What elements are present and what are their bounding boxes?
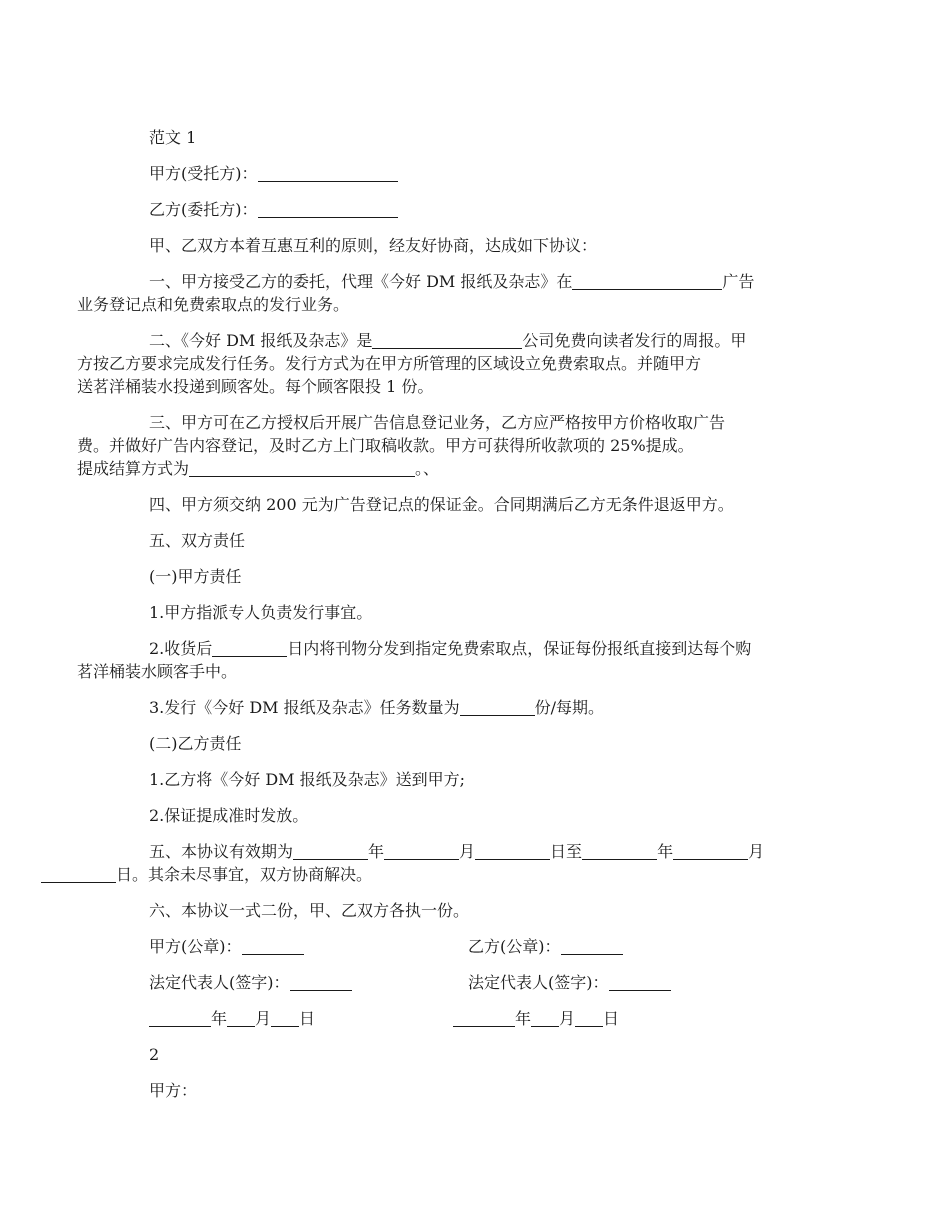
party-b-representative: 法定代表人(签字)： <box>468 971 671 994</box>
blank-line <box>609 973 671 991</box>
party-a-duty-2: 2.收货后 日内将刊物分发到指定免费索取点，保证每份报纸直接到达每个购 茗洋桶装水顾客手中。 <box>77 639 752 681</box>
blank-line <box>149 1009 211 1027</box>
blank-line <box>271 1009 299 1027</box>
party-a-line: 甲方(受托方)： <box>113 162 827 185</box>
clause-4: 四、甲方须交纳 200 元为广告登记点的保证金。合同期满后乙方无条件退返甲方。 <box>149 495 734 514</box>
blank-line <box>290 973 352 991</box>
date-row <box>113 1007 827 1030</box>
section-2-heading: 2 <box>149 1045 160 1064</box>
party-b-duty-2: 2.保证提成准时发放。 <box>149 806 309 825</box>
party-a-representative: 法定代表人(签字)： <box>149 971 352 994</box>
party-b-line: 乙方(委托方)： <box>113 198 827 221</box>
blank-line <box>531 1009 559 1027</box>
term-clause: 五、本协议有效期为 年 月 日至 年 月 日。其余未尽事宜，双方协商解决。 <box>113 840 827 886</box>
party-a-seal: 甲方(公章)： <box>149 935 304 958</box>
blank-line <box>453 1009 515 1027</box>
seal-row <box>113 935 827 958</box>
clause-2: 二、《今好 DM 报纸及杂志》是 公司免费向读者发行的周报。甲 方按乙方要求完成发行任务。发行方式为在甲方所管理的区域设立免费索取点。并随甲方 送茗洋桶装水投递到顾客处。每个顾客限投 1 份。 <box>77 331 747 396</box>
party-a-line-2: 甲方： <box>149 1081 198 1100</box>
blank-line <box>242 937 304 955</box>
blank-line <box>189 459 415 477</box>
blank-line <box>384 842 459 860</box>
heading: 范文 1 <box>149 128 197 147</box>
representative-row <box>113 971 827 994</box>
blank-line <box>673 842 748 860</box>
blank-line <box>475 842 550 860</box>
clause-6: 六、本协议一式二份，甲、乙双方各执一份。 <box>149 901 470 920</box>
blank-line <box>460 698 535 716</box>
blank-line <box>41 865 116 883</box>
party-b-date: 年 月 日 <box>453 1007 619 1030</box>
party-a-duty-3: 3.发行《今好 DM 报纸及杂志》任务数量为 份/每期。 <box>149 698 605 717</box>
blank-line <box>575 1009 603 1027</box>
blank-line <box>227 1009 255 1027</box>
party-b-duty-1: 1.乙方将《今好 DM 报纸及杂志》送到甲方; <box>149 770 466 789</box>
clause-1: 一、甲方接受乙方的委托，代理《今好 DM 报纸及杂志》在 广告 业务登记点和免费索取点的发行业务。 <box>77 272 755 314</box>
blank-line <box>561 937 623 955</box>
blank-line <box>258 164 398 182</box>
intro-paragraph: 甲、乙双方本着互惠互利的原则，经友好协商，达成如下协议： <box>149 236 598 255</box>
clause-3: 三、甲方可在乙方授权后开展广告信息登记业务，乙方应严格按甲方价格收取广告 费。并做好广告内容登记，及时乙方上门取稿收款。甲方可获得所收款项的 25%提成。 提成结算方式为 。、 <box>77 413 726 478</box>
blank-line <box>372 331 522 349</box>
blank-line <box>212 639 287 657</box>
clause-5-title: 五、双方责任 <box>149 531 246 550</box>
blank-line <box>582 842 657 860</box>
party-b-seal: 乙方(公章)： <box>468 935 623 958</box>
party-a-date: 年 月 日 <box>149 1007 315 1030</box>
party-a-duties-title: (一)甲方责任 <box>149 567 242 586</box>
blank-line <box>293 842 368 860</box>
document-body <box>77 126 827 1115</box>
blank-line <box>572 272 722 290</box>
party-a-duty-1: 1.甲方指派专人负责发行事宜。 <box>149 603 373 622</box>
blank-line <box>258 200 398 218</box>
party-b-duties-title: (二)乙方责任 <box>149 734 242 753</box>
